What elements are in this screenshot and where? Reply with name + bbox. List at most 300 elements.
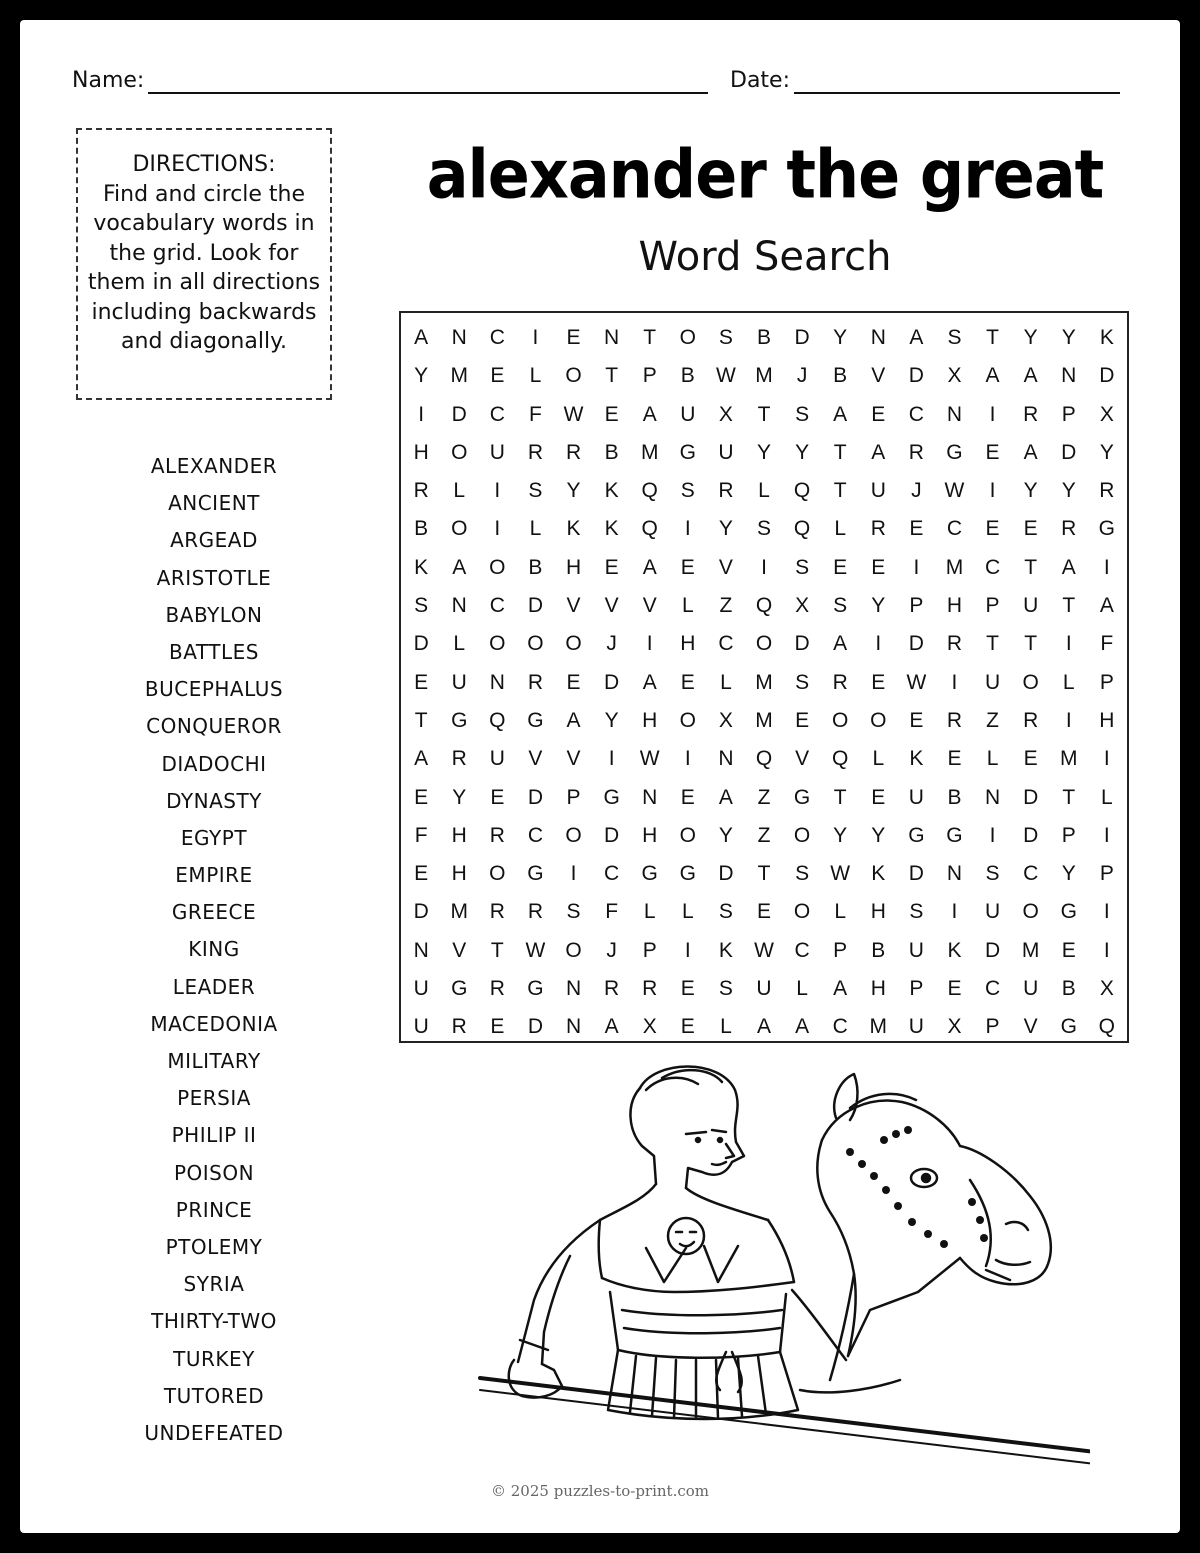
grid-letter[interactable]: G — [793, 785, 811, 809]
grid-letter[interactable]: Y — [833, 823, 848, 847]
grid-letter[interactable]: E — [680, 555, 695, 579]
grid-letter[interactable]: G — [946, 823, 963, 847]
grid-letter[interactable]: I — [684, 938, 691, 962]
grid-letter[interactable]: Z — [757, 785, 771, 809]
grid-letter[interactable]: U — [1023, 977, 1039, 1001]
grid-letter[interactable]: D — [413, 632, 429, 656]
grid-letter[interactable]: L — [720, 1015, 732, 1039]
grid-letter[interactable]: E — [985, 517, 1000, 541]
grid-letter[interactable]: E — [947, 747, 962, 771]
grid-letter[interactable]: B — [680, 364, 695, 388]
grid-letter[interactable]: P — [909, 977, 924, 1001]
grid-letter[interactable]: U — [908, 785, 924, 809]
grid-letter[interactable]: V — [795, 747, 810, 771]
grid-letter[interactable]: A — [642, 402, 657, 426]
grid-letter[interactable]: I — [684, 517, 691, 541]
grid-letter[interactable]: T — [643, 326, 657, 349]
grid-letter[interactable]: N — [946, 862, 963, 886]
grid-letter[interactable]: L — [1101, 785, 1113, 809]
grid-letter[interactable]: Y — [1061, 479, 1076, 503]
grid-letter[interactable]: A — [756, 1015, 771, 1039]
grid-letter[interactable]: U — [680, 402, 696, 426]
grid-letter[interactable]: W — [525, 938, 546, 962]
grid-letter[interactable]: A — [414, 747, 429, 771]
grid-letter[interactable]: Y — [1023, 479, 1038, 503]
grid-letter[interactable]: X — [718, 708, 733, 732]
grid-letter[interactable]: V — [452, 938, 467, 962]
grid-letter[interactable]: D — [604, 670, 620, 694]
grid-letter[interactable]: E — [680, 670, 695, 694]
grid-letter[interactable]: G — [1098, 517, 1116, 541]
grid-letter[interactable]: E — [1023, 747, 1038, 771]
grid-letter[interactable]: G — [603, 785, 620, 809]
grid-letter[interactable]: H — [870, 977, 886, 1001]
grid-letter[interactable]: P — [833, 938, 848, 962]
grid-letter[interactable]: Y — [756, 440, 771, 464]
grid-letter[interactable]: S — [909, 900, 924, 924]
grid-letter[interactable]: D — [451, 402, 467, 426]
grid-letter[interactable]: X — [642, 1015, 657, 1039]
grid-letter[interactable]: V — [871, 364, 886, 388]
grid-letter[interactable]: I — [494, 479, 501, 503]
grid-letter[interactable]: P — [1061, 823, 1076, 847]
grid-letter[interactable]: U — [413, 1015, 429, 1039]
grid-letter[interactable]: U — [984, 670, 1001, 694]
grid-letter[interactable]: D — [527, 785, 544, 809]
grid-letter[interactable]: D — [413, 900, 429, 924]
grid-letter[interactable]: W — [715, 364, 736, 388]
grid-letter[interactable]: S — [756, 517, 771, 541]
grid-letter[interactable]: P — [985, 594, 1000, 618]
grid-letter[interactable]: L — [681, 900, 694, 924]
grid-letter[interactable]: O — [451, 440, 468, 464]
grid-letter[interactable]: D — [1061, 440, 1077, 464]
grid-letter[interactable]: U — [908, 938, 924, 962]
grid-letter[interactable]: S — [680, 479, 695, 503]
grid-letter[interactable]: U — [1023, 594, 1039, 618]
grid-letter[interactable]: R — [489, 900, 505, 924]
grid-letter[interactable]: G — [1060, 900, 1077, 924]
grid-letter[interactable]: L — [453, 479, 466, 503]
grid-letter[interactable]: P — [642, 938, 657, 962]
grid-letter[interactable]: S — [833, 594, 848, 618]
grid-letter[interactable]: J — [796, 364, 808, 388]
grid-letter[interactable]: N — [718, 747, 734, 771]
grid-letter[interactable]: I — [494, 517, 501, 541]
grid-letter[interactable]: D — [984, 938, 1001, 962]
grid-letter[interactable]: R — [946, 632, 963, 656]
grid-letter[interactable]: F — [605, 900, 619, 924]
grid-letter[interactable]: X — [947, 1015, 962, 1039]
grid-letter[interactable]: R — [451, 1015, 467, 1039]
grid-letter[interactable]: O — [527, 632, 544, 656]
grid-letter[interactable]: S — [718, 900, 733, 924]
grid-letter[interactable]: Y — [795, 440, 810, 464]
grid-letter[interactable]: I — [951, 670, 958, 694]
grid-letter[interactable]: E — [680, 785, 695, 809]
grid-letter[interactable]: E — [871, 785, 886, 809]
grid-letter[interactable]: C — [718, 632, 734, 656]
grid-letter[interactable]: I — [532, 326, 539, 349]
grid-letter[interactable]: C — [604, 862, 620, 886]
grid-letter[interactable]: G — [451, 977, 468, 1001]
grid-letter[interactable]: C — [527, 823, 544, 847]
grid-letter[interactable]: P — [1061, 402, 1076, 426]
grid-letter[interactable]: H — [642, 708, 658, 732]
grid-letter[interactable]: L — [986, 747, 999, 771]
grid-letter[interactable]: A — [833, 977, 848, 1001]
grid-letter[interactable]: O — [565, 823, 582, 847]
grid-letter[interactable]: O — [679, 823, 696, 847]
grid-letter[interactable]: I — [1103, 823, 1110, 847]
grid-letter[interactable]: Z — [986, 708, 999, 732]
grid-letter[interactable]: L — [758, 479, 770, 503]
grid-letter[interactable]: U — [756, 977, 772, 1001]
grid-letter[interactable]: P — [909, 594, 924, 618]
grid-letter[interactable]: Q — [832, 747, 849, 771]
grid-letter[interactable]: W — [639, 747, 660, 771]
grid-letter[interactable]: Q — [793, 479, 811, 503]
grid-letter[interactable]: O — [451, 517, 468, 541]
grid-letter[interactable]: D — [1023, 785, 1039, 809]
grid-letter[interactable]: K — [604, 479, 619, 503]
grid-letter[interactable]: C — [489, 326, 505, 349]
grid-letter[interactable]: E — [566, 326, 581, 349]
grid-letter[interactable]: C — [832, 1015, 848, 1039]
grid-letter[interactable]: U — [489, 440, 505, 464]
grid-letter[interactable]: S — [566, 900, 581, 924]
grid-letter[interactable]: Y — [604, 708, 619, 732]
grid-letter[interactable]: A — [452, 555, 467, 579]
grid-letter[interactable]: E — [909, 517, 924, 541]
grid-letter[interactable]: I — [951, 900, 958, 924]
grid-letter[interactable]: O — [565, 364, 582, 388]
grid-letter[interactable]: K — [566, 517, 581, 541]
grid-letter[interactable]: O — [793, 900, 811, 924]
grid-letter[interactable]: E — [871, 402, 886, 426]
grid-letter[interactable]: Z — [719, 594, 733, 618]
grid-letter[interactable]: L — [453, 632, 466, 656]
grid-letter[interactable]: W — [563, 402, 584, 426]
grid-letter[interactable]: H — [870, 900, 886, 924]
grid-letter[interactable]: N — [565, 1015, 582, 1039]
grid-letter[interactable]: R — [946, 708, 963, 732]
grid-letter[interactable]: V — [566, 747, 581, 771]
grid-letter[interactable]: H — [565, 555, 582, 579]
grid-letter[interactable]: R — [489, 823, 505, 847]
grid-letter[interactable]: W — [754, 938, 774, 962]
grid-letter[interactable]: K — [718, 938, 733, 962]
grid-letter[interactable]: I — [1103, 900, 1110, 924]
grid-letter[interactable]: P — [1099, 670, 1114, 694]
grid-letter[interactable]: U — [413, 977, 429, 1001]
grid-letter[interactable]: E — [604, 402, 619, 426]
grid-letter[interactable]: C — [984, 555, 1001, 579]
grid-letter[interactable]: C — [984, 977, 1001, 1001]
grid-letter[interactable]: T — [833, 440, 847, 464]
grid-letter[interactable]: Q — [489, 708, 506, 732]
grid-letter[interactable]: R — [642, 977, 658, 1001]
grid-letter[interactable]: F — [1100, 632, 1114, 656]
grid-letter[interactable]: I — [875, 632, 882, 656]
grid-letter[interactable]: T — [605, 364, 619, 388]
grid-letter[interactable]: A — [1099, 594, 1114, 618]
grid-letter[interactable]: S — [795, 862, 810, 886]
grid-letter[interactable]: E — [490, 1015, 505, 1039]
grid-letter[interactable]: J — [911, 479, 922, 503]
grid-letter[interactable]: I — [418, 402, 425, 426]
grid-letter[interactable]: A — [909, 326, 924, 349]
grid-letter[interactable]: R — [565, 440, 582, 464]
grid-letter[interactable]: A — [566, 708, 581, 732]
grid-letter[interactable]: R — [832, 670, 848, 694]
grid-letter[interactable]: Y — [1099, 440, 1114, 464]
grid-letter[interactable]: D — [908, 862, 924, 886]
grid-letter[interactable]: C — [489, 402, 505, 426]
grid-letter[interactable]: X — [1099, 977, 1114, 1001]
grid-letter[interactable]: E — [833, 555, 848, 579]
grid-letter[interactable]: E — [414, 862, 429, 886]
grid-letter[interactable]: E — [414, 785, 429, 809]
grid-letter[interactable]: V — [604, 594, 619, 618]
grid-letter[interactable]: N — [489, 670, 505, 694]
grid-letter[interactable]: W — [830, 862, 851, 886]
grid-letter[interactable]: K — [947, 938, 962, 962]
grid-letter[interactable]: O — [489, 632, 506, 656]
grid-letter[interactable]: A — [642, 670, 657, 694]
grid-letter[interactable]: G — [908, 823, 925, 847]
grid-letter[interactable]: Y — [1061, 326, 1076, 349]
grid-letter[interactable]: H — [451, 823, 467, 847]
grid-letter[interactable]: S — [985, 862, 1000, 886]
grid-letter[interactable]: A — [1061, 555, 1076, 579]
grid-letter[interactable]: D — [794, 632, 810, 656]
grid-letter[interactable]: D — [718, 862, 734, 886]
grid-letter[interactable]: R — [527, 440, 544, 464]
grid-letter[interactable]: N — [604, 326, 620, 349]
grid-letter[interactable]: D — [908, 364, 924, 388]
grid-letter[interactable]: G — [527, 708, 544, 732]
grid-letter[interactable]: D — [1023, 823, 1039, 847]
grid-letter[interactable]: P — [1099, 862, 1114, 886]
grid-letter[interactable]: K — [414, 555, 429, 579]
grid-letter[interactable]: O — [755, 632, 773, 656]
grid-letter[interactable]: R — [1061, 517, 1077, 541]
grid-letter[interactable]: B — [1061, 977, 1076, 1001]
grid-letter[interactable]: A — [795, 1015, 810, 1039]
grid-letter[interactable]: O — [565, 938, 582, 962]
grid-letter[interactable]: E — [414, 670, 429, 694]
grid-letter[interactable]: V — [718, 555, 733, 579]
grid-letter[interactable]: Y — [718, 823, 733, 847]
grid-letter[interactable]: O — [679, 326, 696, 349]
grid-letter[interactable]: T — [986, 326, 999, 349]
grid-letter[interactable]: L — [643, 900, 656, 924]
grid-letter[interactable]: F — [414, 823, 428, 847]
grid-letter[interactable]: E — [604, 555, 619, 579]
grid-letter[interactable]: N — [984, 785, 1001, 809]
grid-letter[interactable]: N — [413, 938, 429, 962]
grid-letter[interactable]: C — [489, 594, 505, 618]
grid-letter[interactable]: R — [413, 479, 429, 503]
grid-letter[interactable]: N — [451, 326, 467, 349]
grid-letter[interactable]: K — [909, 747, 924, 771]
grid-letter[interactable]: Q — [755, 747, 773, 771]
grid-letter[interactable]: L — [720, 670, 732, 694]
grid-letter[interactable]: E — [566, 670, 581, 694]
grid-letter[interactable]: M — [869, 1015, 888, 1039]
grid-letter[interactable]: Y — [718, 517, 733, 541]
grid-letter[interactable]: I — [1103, 747, 1110, 771]
grid-letter[interactable]: X — [718, 402, 733, 426]
grid-letter[interactable]: E — [985, 440, 1000, 464]
grid-letter[interactable]: B — [871, 938, 886, 962]
grid-letter[interactable]: O — [1022, 900, 1039, 924]
grid-letter[interactable]: C — [1023, 862, 1039, 886]
grid-letter[interactable]: L — [796, 977, 808, 1001]
grid-letter[interactable]: Y — [871, 594, 886, 618]
grid-letter[interactable]: D — [604, 823, 620, 847]
grid-letter[interactable]: L — [834, 900, 847, 924]
grid-letter[interactable]: A — [833, 632, 848, 656]
grid-letter[interactable]: R — [527, 670, 544, 694]
grid-letter[interactable]: M — [450, 364, 468, 388]
grid-letter[interactable]: W — [944, 479, 965, 503]
grid-letter[interactable]: S — [528, 479, 543, 503]
grid-letter[interactable]: E — [947, 977, 962, 1001]
grid-letter[interactable]: U — [908, 1015, 924, 1039]
grid-letter[interactable]: P — [642, 364, 657, 388]
grid-letter[interactable]: H — [946, 594, 963, 618]
grid-letter[interactable]: R — [1023, 708, 1039, 732]
grid-letter[interactable]: R — [718, 479, 734, 503]
grid-letter[interactable]: X — [795, 594, 810, 618]
grid-letter[interactable]: M — [640, 440, 659, 464]
grid-letter[interactable]: E — [871, 670, 886, 694]
grid-letter[interactable]: A — [642, 555, 657, 579]
grid-letter[interactable]: E — [680, 977, 695, 1001]
grid-letter[interactable]: T — [1024, 555, 1038, 579]
grid-letter[interactable]: I — [646, 632, 653, 656]
grid-letter[interactable]: V — [1023, 1015, 1038, 1039]
grid-letter[interactable]: U — [870, 479, 886, 503]
grid-letter[interactable]: T — [490, 938, 504, 962]
grid-letter[interactable]: I — [608, 747, 615, 771]
grid-letter[interactable]: O — [565, 632, 582, 656]
grid-letter[interactable]: N — [642, 785, 658, 809]
grid-letter[interactable]: S — [718, 326, 733, 349]
grid-letter[interactable]: R — [527, 900, 544, 924]
grid-letter[interactable]: Q — [641, 517, 658, 541]
grid-letter[interactable]: B — [528, 555, 543, 579]
grid-letter[interactable]: I — [1103, 938, 1110, 962]
grid-letter[interactable]: I — [989, 402, 996, 426]
grid-letter[interactable]: U — [984, 900, 1001, 924]
grid-letter[interactable]: Y — [566, 479, 581, 503]
grid-letter[interactable]: F — [529, 402, 542, 426]
grid-letter[interactable]: K — [604, 517, 619, 541]
grid-letter[interactable]: E — [1023, 517, 1038, 541]
grid-letter[interactable]: A — [1023, 440, 1038, 464]
grid-letter[interactable]: N — [1061, 364, 1077, 388]
grid-letter[interactable]: T — [1062, 785, 1076, 809]
grid-letter[interactable]: I — [913, 555, 920, 579]
grid-letter[interactable]: A — [871, 440, 886, 464]
grid-letter[interactable]: D — [794, 326, 810, 349]
grid-letter[interactable]: R — [908, 440, 924, 464]
grid-letter[interactable]: R — [489, 977, 505, 1001]
grid-letter[interactable]: K — [871, 862, 886, 886]
grid-letter[interactable]: L — [834, 517, 847, 541]
grid-letter[interactable]: L — [681, 594, 694, 618]
grid-letter[interactable]: S — [795, 555, 810, 579]
grid-letter[interactable]: U — [489, 747, 505, 771]
grid-letter[interactable]: B — [604, 440, 619, 464]
grid-letter[interactable]: I — [1065, 632, 1072, 656]
grid-letter[interactable]: B — [947, 785, 962, 809]
grid-letter[interactable]: J — [606, 938, 617, 962]
grid-letter[interactable]: T — [833, 479, 847, 503]
grid-letter[interactable]: G — [946, 440, 963, 464]
grid-letter[interactable]: N — [565, 977, 582, 1001]
grid-letter[interactable]: Z — [757, 823, 771, 847]
grid-letter[interactable]: V — [566, 594, 581, 618]
grid-letter[interactable]: H — [1099, 708, 1115, 732]
grid-letter[interactable]: C — [794, 938, 810, 962]
grid-letter[interactable]: Y — [833, 326, 848, 349]
grid-letter[interactable]: M — [945, 555, 964, 579]
grid-letter[interactable]: C — [946, 517, 963, 541]
grid-letter[interactable]: M — [450, 900, 468, 924]
grid-letter[interactable]: G — [1060, 1015, 1077, 1039]
grid-letter[interactable]: Y — [452, 785, 467, 809]
grid-letter[interactable]: K — [1099, 326, 1114, 349]
grid-letter[interactable]: R — [870, 517, 886, 541]
grid-letter[interactable]: E — [490, 364, 505, 388]
grid-letter[interactable]: S — [795, 402, 810, 426]
grid-letter[interactable]: T — [1024, 632, 1038, 656]
grid-letter[interactable]: Y — [1023, 326, 1038, 349]
grid-letter[interactable]: M — [1060, 747, 1078, 771]
grid-letter[interactable]: C — [908, 402, 924, 426]
grid-letter[interactable]: Q — [755, 594, 773, 618]
grid-letter[interactable]: D — [1099, 364, 1115, 388]
grid-letter[interactable]: A — [604, 1015, 619, 1039]
grid-letter[interactable]: S — [718, 977, 733, 1001]
grid-letter[interactable]: T — [757, 402, 771, 426]
grid-letter[interactable]: A — [414, 326, 429, 349]
grid-letter[interactable]: I — [761, 555, 767, 579]
grid-letter[interactable]: E — [1061, 938, 1076, 962]
grid-letter[interactable]: J — [606, 632, 617, 656]
grid-letter[interactable]: L — [872, 747, 885, 771]
date-line[interactable] — [794, 92, 1120, 94]
grid-letter[interactable]: T — [1062, 594, 1076, 618]
grid-letter[interactable]: N — [870, 326, 886, 349]
grid-letter[interactable]: L — [529, 364, 542, 388]
grid-letter[interactable]: X — [947, 364, 962, 388]
grid-letter[interactable]: I — [684, 747, 691, 771]
grid-letter[interactable]: O — [832, 708, 849, 732]
grid-letter[interactable]: Y — [414, 364, 429, 388]
grid-letter[interactable]: M — [1021, 938, 1040, 962]
grid-letter[interactable]: A — [985, 364, 1000, 388]
grid-letter[interactable]: D — [908, 632, 924, 656]
grid-letter[interactable]: Q — [793, 517, 811, 541]
grid-letter[interactable]: O — [489, 555, 506, 579]
grid-letter[interactable]: A — [833, 402, 848, 426]
grid-letter[interactable]: G — [641, 862, 658, 886]
